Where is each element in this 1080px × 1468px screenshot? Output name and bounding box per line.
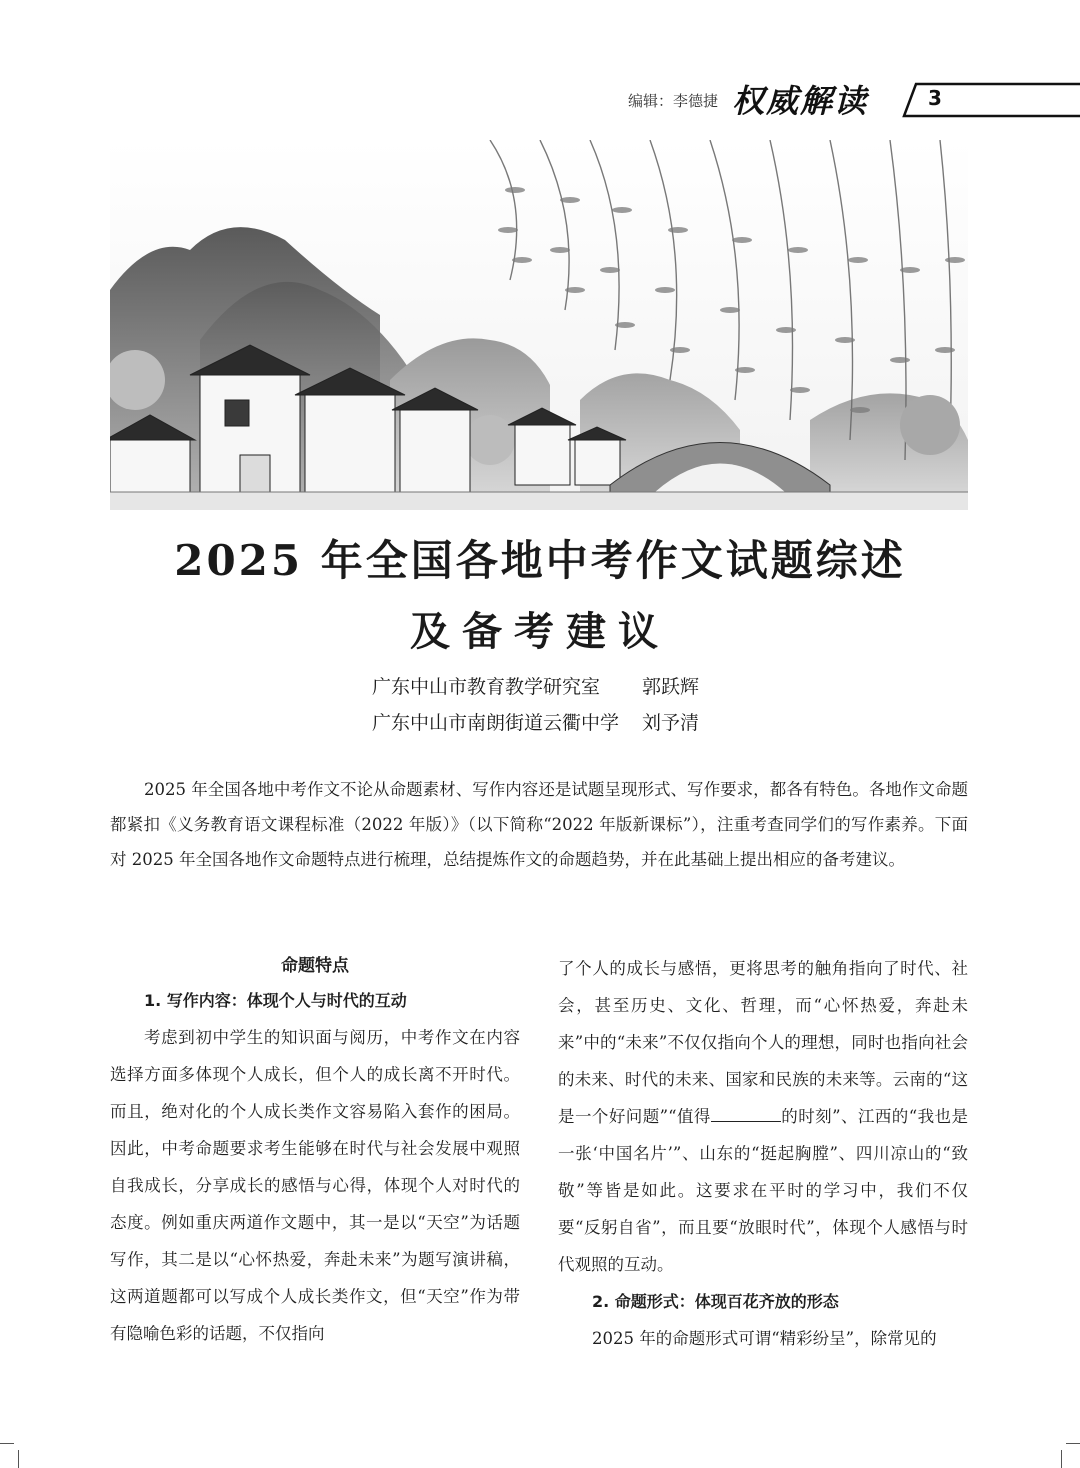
article-title-line2: 及备考建议 — [410, 608, 670, 655]
editor-credit: 编辑：李德捷 — [628, 92, 719, 110]
section-heading: 命题特点 — [281, 956, 349, 976]
crop-mark — [18, 1450, 19, 1468]
body-text: 的时刻”、江西的“我也是一张‘中国名片’”、山东的“挺起胸膛”、四川凉山的“致敬”等皆是如此。这要求在平时的学习中，我们不仅要“反躬自省”，而且要“放眼时代”，体现个人感悟与时代观照的互动。 — [558, 1107, 969, 1274]
subsection-heading: 2. 命题形式：体现百花齐放的形态 — [592, 1292, 839, 1311]
section-name: 权威解读 — [732, 82, 869, 120]
author-name: 郭跃辉 — [642, 676, 700, 698]
body-paragraph: 考虑到初中学生的知识面与阅历，中考作文在内容选择方面多体现个人成长，但个人的成长离不开时代。而且，绝对化的个人成长类作文容易陷入套作的困局。因此，中考命题要求考生能够在时代与社会发展中观照自我成长，分享成长的感悟与心得，体现个人对时代的态度。例如重庆两道作文题中，其一是以“天空”为话题写作，其二是以“心怀热爱，奔赴未来”为题写演讲稿，这两道题都可以写成个人成长类作文，但“天空”作为带有隐喻色彩的话题，不仅指向 — [110, 1028, 520, 1343]
subsection-heading: 1. 写作内容：体现个人与时代的互动 — [144, 991, 407, 1010]
author-line — [372, 672, 699, 699]
page-number: 3 — [928, 86, 942, 110]
page-header — [0, 72, 1080, 120]
crop-mark — [0, 1443, 14, 1444]
author-affiliation: 广东中山市南朗街道云衢中学 — [372, 712, 620, 734]
fill-in-blank — [711, 1103, 781, 1122]
author-affiliation: 广东中山市教育教学研究室 — [372, 676, 601, 698]
crop-mark — [1066, 1443, 1080, 1444]
intro-paragraph: 2025 年全国各地中考作文不论从命题素材、写作内容还是试题呈现形式、写作要求，都各有特色。各地作文命题都紧扣《义务教育语文课程标准（2022 年版）》（以下简称“2022 年版新课标”），注重考查同学们的写作素养。下面对 2025 年全国各地作文命题特点进行梳理，总结提炼作文的命题趋势，并在此基础上提出相应的备考建议。 — [110, 780, 968, 869]
left-column — [110, 950, 520, 1352]
right-column — [558, 950, 968, 1357]
landscape-illustration — [110, 140, 968, 510]
article-title-line1: 2025 年全国各地中考作文试题综述 — [174, 536, 906, 585]
body-paragraph: 2025 年的命题形式可谓“精彩纷呈”，除常见的 — [592, 1329, 937, 1348]
body-paragraph — [558, 950, 968, 1283]
body-text: 了个人的成长与感悟，更将思考的触角指向了时代、社会，甚至历史、文化、哲理，而“心怀热爱，奔赴未来”中的“未来”不仅仅指向个人的理想，同时也指向社会的未来、时代的未来、国家和民族的未来等。云南的“这是一个好问题”“值得 — [558, 959, 968, 1126]
author-line — [372, 708, 699, 735]
crop-mark — [1061, 1450, 1062, 1468]
author-name: 刘予清 — [642, 712, 700, 734]
